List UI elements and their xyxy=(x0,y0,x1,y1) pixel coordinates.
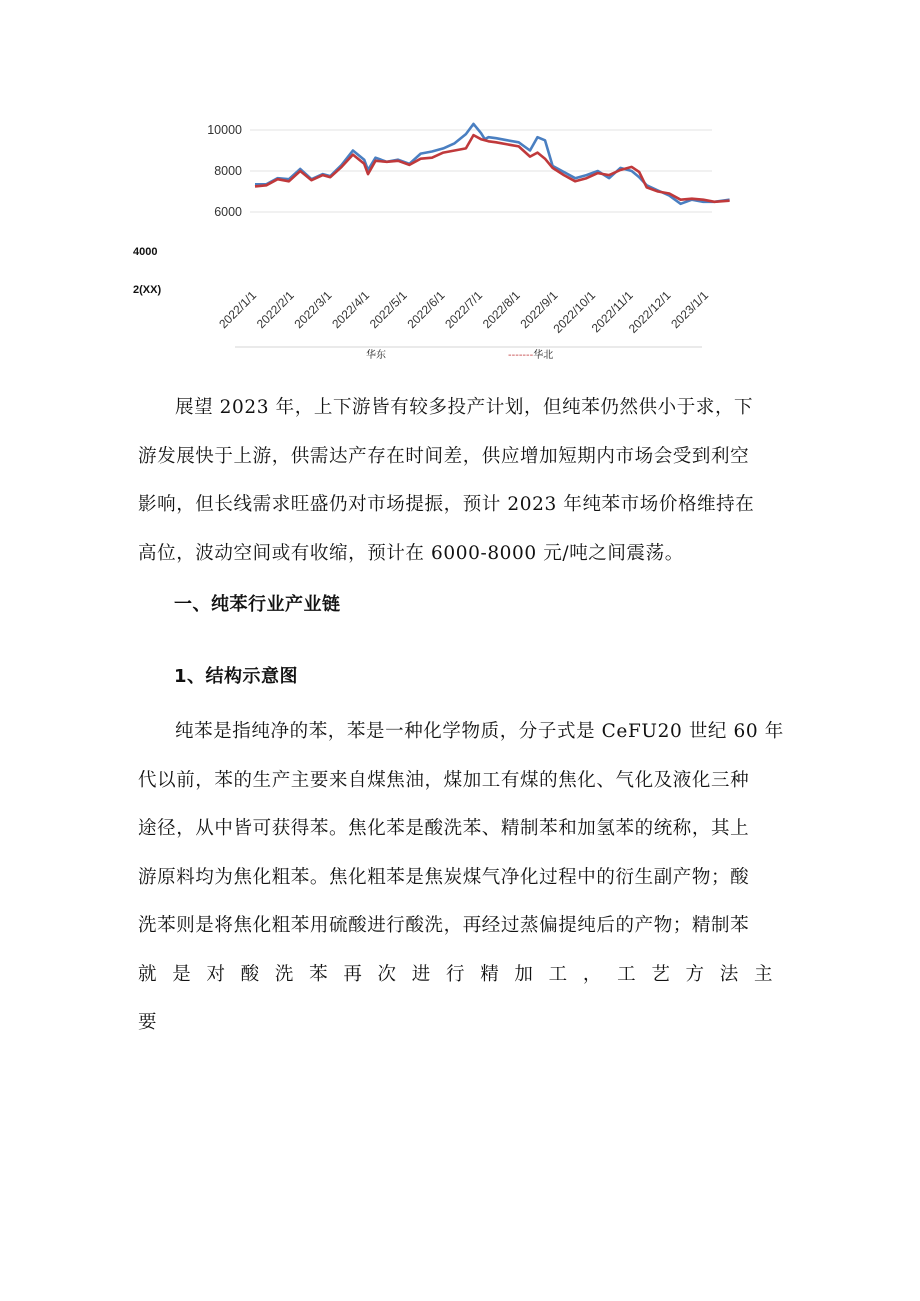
legend-entry-east: 华东 xyxy=(366,350,386,361)
benzene-paragraph xyxy=(138,708,788,1048)
paragraph-line: 游原料均为焦化粗苯。焦化粗苯是焦炭煤气净化过程中的衍生副产物；酸 xyxy=(138,866,750,888)
series-line-华北 xyxy=(255,135,730,202)
x-tick-label: 2022/10/1 xyxy=(550,288,599,336)
x-tick-label: 2022/7/1 xyxy=(442,288,486,332)
x-tick-label: 2022/6/1 xyxy=(404,288,448,332)
paragraph-line: 代以前，苯的生产主要来自煤焦油，煤加工有煤的焦化、气化及液化三种 xyxy=(138,769,750,791)
x-tick-label: 2022/8/1 xyxy=(479,288,523,332)
x-tick-label: 2022/5/1 xyxy=(366,288,410,332)
section-heading: 一、纯苯行业产业链 xyxy=(174,594,341,615)
x-tick-label: 2022/1/1 xyxy=(216,288,260,332)
axis-label-4000: 4000 xyxy=(133,246,158,258)
paragraph-line: 途径，从中皆可获得苯。焦化苯是酸洗苯、精制苯和加氢苯的统称，其上 xyxy=(138,818,750,839)
x-tick-label: 2022/4/1 xyxy=(329,288,373,332)
paragraph-line: 纯苯是指纯净的苯，苯是一种化学物质，分子式是 CeFU20 世纪 60 年 xyxy=(175,721,784,742)
axis-label-2xx: 2(XX) xyxy=(133,284,162,296)
x-tick-label: 2022/12/1 xyxy=(625,288,674,336)
paragraph-line: 展望 2023 年，上下游皆有较多投产计划，但纯苯仍然供小于求，下 xyxy=(175,397,754,418)
x-tick-label: 2022/9/1 xyxy=(517,288,561,332)
paragraph-line: 游发展快于上游，供需达产存在时间差，供应增加短期内市场会受到利空 xyxy=(138,445,750,467)
y-tick-label: 10000 xyxy=(207,123,242,137)
paragraph-line: 高位，波动空间或有收缩，预计在 6000-8000 元/吨之间震荡。 xyxy=(138,542,684,564)
y-tick-label: 8000 xyxy=(214,164,242,178)
outlook-paragraph xyxy=(138,384,788,578)
x-tick-label: 2022/2/1 xyxy=(253,288,297,332)
paragraph-line: 影响，但长线需求旺盛仍对市场提振，预计 2023 年纯苯市场价格维持在 xyxy=(138,494,755,515)
paragraph-line: 洗苯则是将焦化粗苯用硫酸进行酸洗，再经过蒸偏提纯后的产物；精制苯 xyxy=(138,915,750,936)
subsection-heading: 1、结构示意图 xyxy=(174,666,299,687)
y-tick-label: 6000 xyxy=(214,205,242,219)
paragraph-line: 就是对酸洗苯再次进行精加工，工艺方法主要 xyxy=(138,963,788,1033)
legend-entry-north: -------华北 xyxy=(508,350,554,361)
x-tick-label: 2022/3/1 xyxy=(291,288,335,332)
x-tick-label: 2023/1/1 xyxy=(668,288,712,332)
price-line-chart xyxy=(150,110,730,372)
x-tick-label: 2022/11/1 xyxy=(588,288,636,336)
